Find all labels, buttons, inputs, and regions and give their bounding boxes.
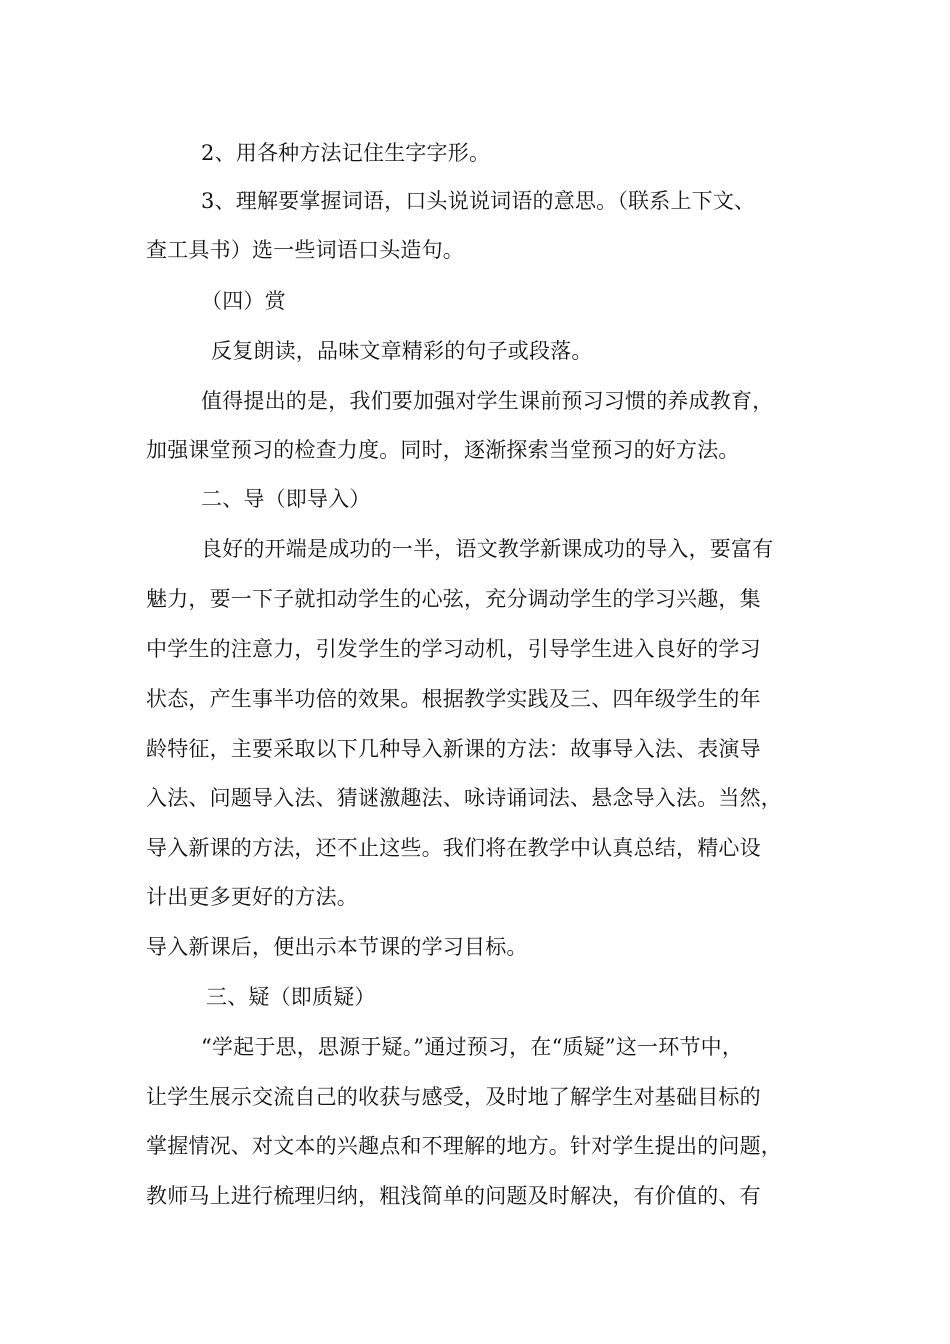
text-line: 魅力，要一下子就扣动学生的心弦，充分调动学生的学习兴趣，集 xyxy=(146,587,761,611)
section-heading: 三、疑（即质疑） xyxy=(206,985,376,1009)
section-heading: （四）赏 xyxy=(201,289,286,313)
text-line: 导入新课后，便出示本节课的学习目标。 xyxy=(146,935,528,959)
text-line: 值得提出的是，我们要加强对学生课前预习习惯的养成教育， xyxy=(201,389,774,413)
text-line: 导入新课的方法，还不止这些。我们将在教学中认真总结，精心设 xyxy=(146,836,761,860)
text-line: 查工具书）选一些词语口头造句。 xyxy=(146,238,464,262)
text-line: 教师马上进行梳理归纳，粗浅简单的问题及时解决，有价值的、有 xyxy=(146,1184,761,1208)
text-line: 状态，产生事半功倍的效果。根据教学实践及三、四年级学生的年 xyxy=(146,687,761,711)
text-line: 掌握情况、对文本的兴趣点和不理解的地方。针对学生提出的问题， xyxy=(146,1134,782,1158)
text-line: 加强课堂预习的检查力度。同时，逐渐探索当堂预习的好方法。 xyxy=(146,438,740,462)
text-line: 入法、问题导入法、猜谜激趣法、咏诗诵词法、悬念导入法。当然， xyxy=(146,786,782,810)
text-line: 良好的开端是成功的一半，语文教学新课成功的导入，要富有 xyxy=(201,537,774,561)
text-line: 计出更多更好的方法。 xyxy=(146,885,358,909)
text-line: 龄特征，主要采取以下几种导入新课的方法：故事导入法、表演导 xyxy=(146,737,761,761)
text-line: 3、理解要掌握词语，口头说说词语的意思。（联系上下文、 xyxy=(201,189,756,213)
section-heading: 二、导（即导入） xyxy=(201,487,371,511)
text-line: 让学生展示交流自己的收获与感受，及时地了解学生对基础目标的 xyxy=(146,1085,761,1109)
text-line: “学起于思，思源于疑。”通过预习，在“质疑”这一环节中， xyxy=(201,1035,744,1059)
text-line: 2、用各种方法记住生字字形。 xyxy=(201,141,491,165)
text-line: 中学生的注意力，引发学生的学习动机，引导学生进入良好的学习 xyxy=(146,637,761,661)
text-line: 反复朗读，品味文章精彩的句子或段落。 xyxy=(211,339,593,363)
